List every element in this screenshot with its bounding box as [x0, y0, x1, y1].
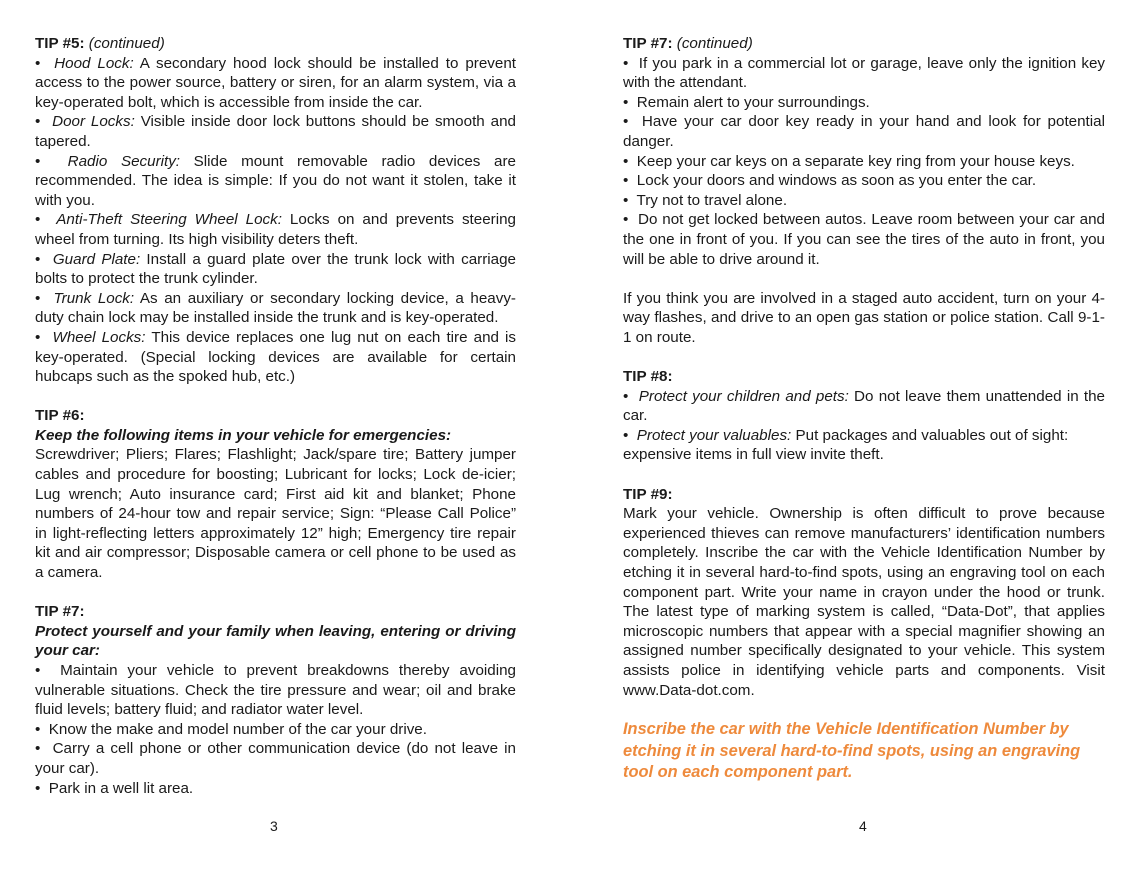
spacer	[35, 387, 516, 407]
spacer	[623, 465, 1105, 485]
list-item: • Protect your valuables: Put packages and valuables out of sight: expensive items in full view invite theft.	[623, 426, 1069, 464]
staged-accident-text: If you think you are involved in a staged auto accident, turn on your 4-way flashes, and drive to an open gas station or police station. Call 9-1-1 on route.	[623, 289, 1105, 346]
list-item: • Hood Lock: A secondary hood lock should be installed to prevent access to the power source, battery or siren, for an alarm system, via a key-operated bolt, which is accessible from inside the car.	[35, 54, 516, 111]
list-item: • Lock your doors and windows as soon as you enter the car.	[623, 172, 1037, 190]
tip6-body: Screwdriver; Pliers; Flares; Flashlight; Jack/spare tire; Battery jumper cables and procedure for boosting; Lubricant for locks; Lock de-icier; Lug wrench; Auto insurance card; First aid kit and blanket; Phone numbers of 24-hour tow and repair service; Sign: “Please Call Police” in light-reflecting letters approximately 12” high; Emergency tire repair kit and air compressor; Disposable camera or cell phone to be used as a camera.	[35, 446, 516, 582]
right-page	[623, 34, 1105, 800]
list-item: • Anti-Theft Steering Wheel Lock: Locks on and prevents steering wheel from turning. Its high visibility deters theft.	[35, 211, 516, 248]
list-item: • Guard Plate: Install a guard plate over the trunk lock with carriage bolts to protect the trunk cylinder.	[35, 250, 516, 288]
list-item: • Remain alert to your surroundings.	[623, 93, 870, 111]
list-item: • Protect your children and pets: Do not leave them unattended in the car.	[623, 387, 1105, 425]
list-item: • Wheel Locks: This device replaces one lug nut on each tire and is key-operated. (Special locking devices are available for certain hubcaps such as the spoked hub, etc.)	[35, 328, 516, 386]
tip7-subheading: Protect yourself and your family when leaving, entering or driving your car:	[35, 622, 516, 660]
tip9-body: Mark your vehicle. Ownership is often difficult to prove because experienced thieves can remove manufacturers’ identification numbers completely. Inscribe the car with the Vehicle Identification Number by etching it in several hard-to-find spots, using an engraving tool on each component part. Write your name in crayon under the hood or trunk. The latest type of marking system is called, “Data-Dot”, that applies microscopic numbers that appear with a special magnifier showing an assigned number specifically designated to your vehicle. This system assists police in identifying vehicle parts and components. Visit www.Data-dot.com.	[623, 505, 1105, 699]
spacer	[35, 583, 516, 603]
list-item: • Do not get locked between autos. Leave room between your car and the one in front of you. If you can see the tires of the auto in front, you will be able to drive around it.	[623, 211, 1105, 268]
tip7-continued-heading: TIP #7: (continued)	[623, 35, 753, 52]
list-item: • Trunk Lock: As an auxiliary or secondary locking device, a heavy-duty chain lock may be installed inside the trunk and is key-operated.	[35, 289, 516, 327]
list-item: • If you park in a commercial lot or garage, leave only the ignition key with the attendant.	[623, 54, 1105, 92]
tip8-heading: TIP #8:	[623, 368, 673, 386]
page-number-left: 3	[270, 818, 278, 834]
tip6-subheading: Keep the following items in your vehicle for emergencies:	[35, 426, 452, 444]
list-item: • Door Locks: Visible inside door lock buttons should be smooth and tapered.	[35, 113, 516, 150]
tip7-heading: TIP #7:	[35, 603, 85, 621]
spacer	[623, 269, 1105, 289]
callout-quote: Inscribe the car with the Vehicle Identification Number by etching it in several hard-to-find spots, using an engraving tool on each component part.	[623, 720, 1081, 782]
left-page	[35, 34, 516, 798]
tip5-heading: TIP #5: (continued)	[35, 35, 165, 52]
tip6-heading: TIP #6:	[35, 407, 85, 425]
list-item: • Maintain your vehicle to prevent breakdowns thereby avoiding vulnerable situations. Check the tire pressure and wear; oil and brake fluid levels; battery fluid; and radiator water level.	[35, 662, 516, 719]
spacer	[623, 348, 1105, 368]
page-number-right: 4	[859, 818, 867, 834]
tip9-heading: TIP #9:	[623, 485, 673, 503]
list-item: • Keep your car keys on a separate key ring from your house keys.	[623, 152, 1075, 170]
list-item: • Radio Security: Slide mount removable radio devices are recommended. The idea is simple: If you do not want it stolen, take it with you.	[35, 152, 516, 209]
list-item: • Carry a cell phone or other communication device (do not leave in your car).	[35, 740, 516, 777]
list-item: • Park in a well lit area.	[35, 779, 194, 797]
list-item: • Have your car door key ready in your hand and look for potential danger.	[623, 113, 1105, 150]
list-item: • Know the make and model number of the car your drive.	[35, 720, 427, 738]
list-item: • Try not to travel alone.	[623, 191, 788, 209]
